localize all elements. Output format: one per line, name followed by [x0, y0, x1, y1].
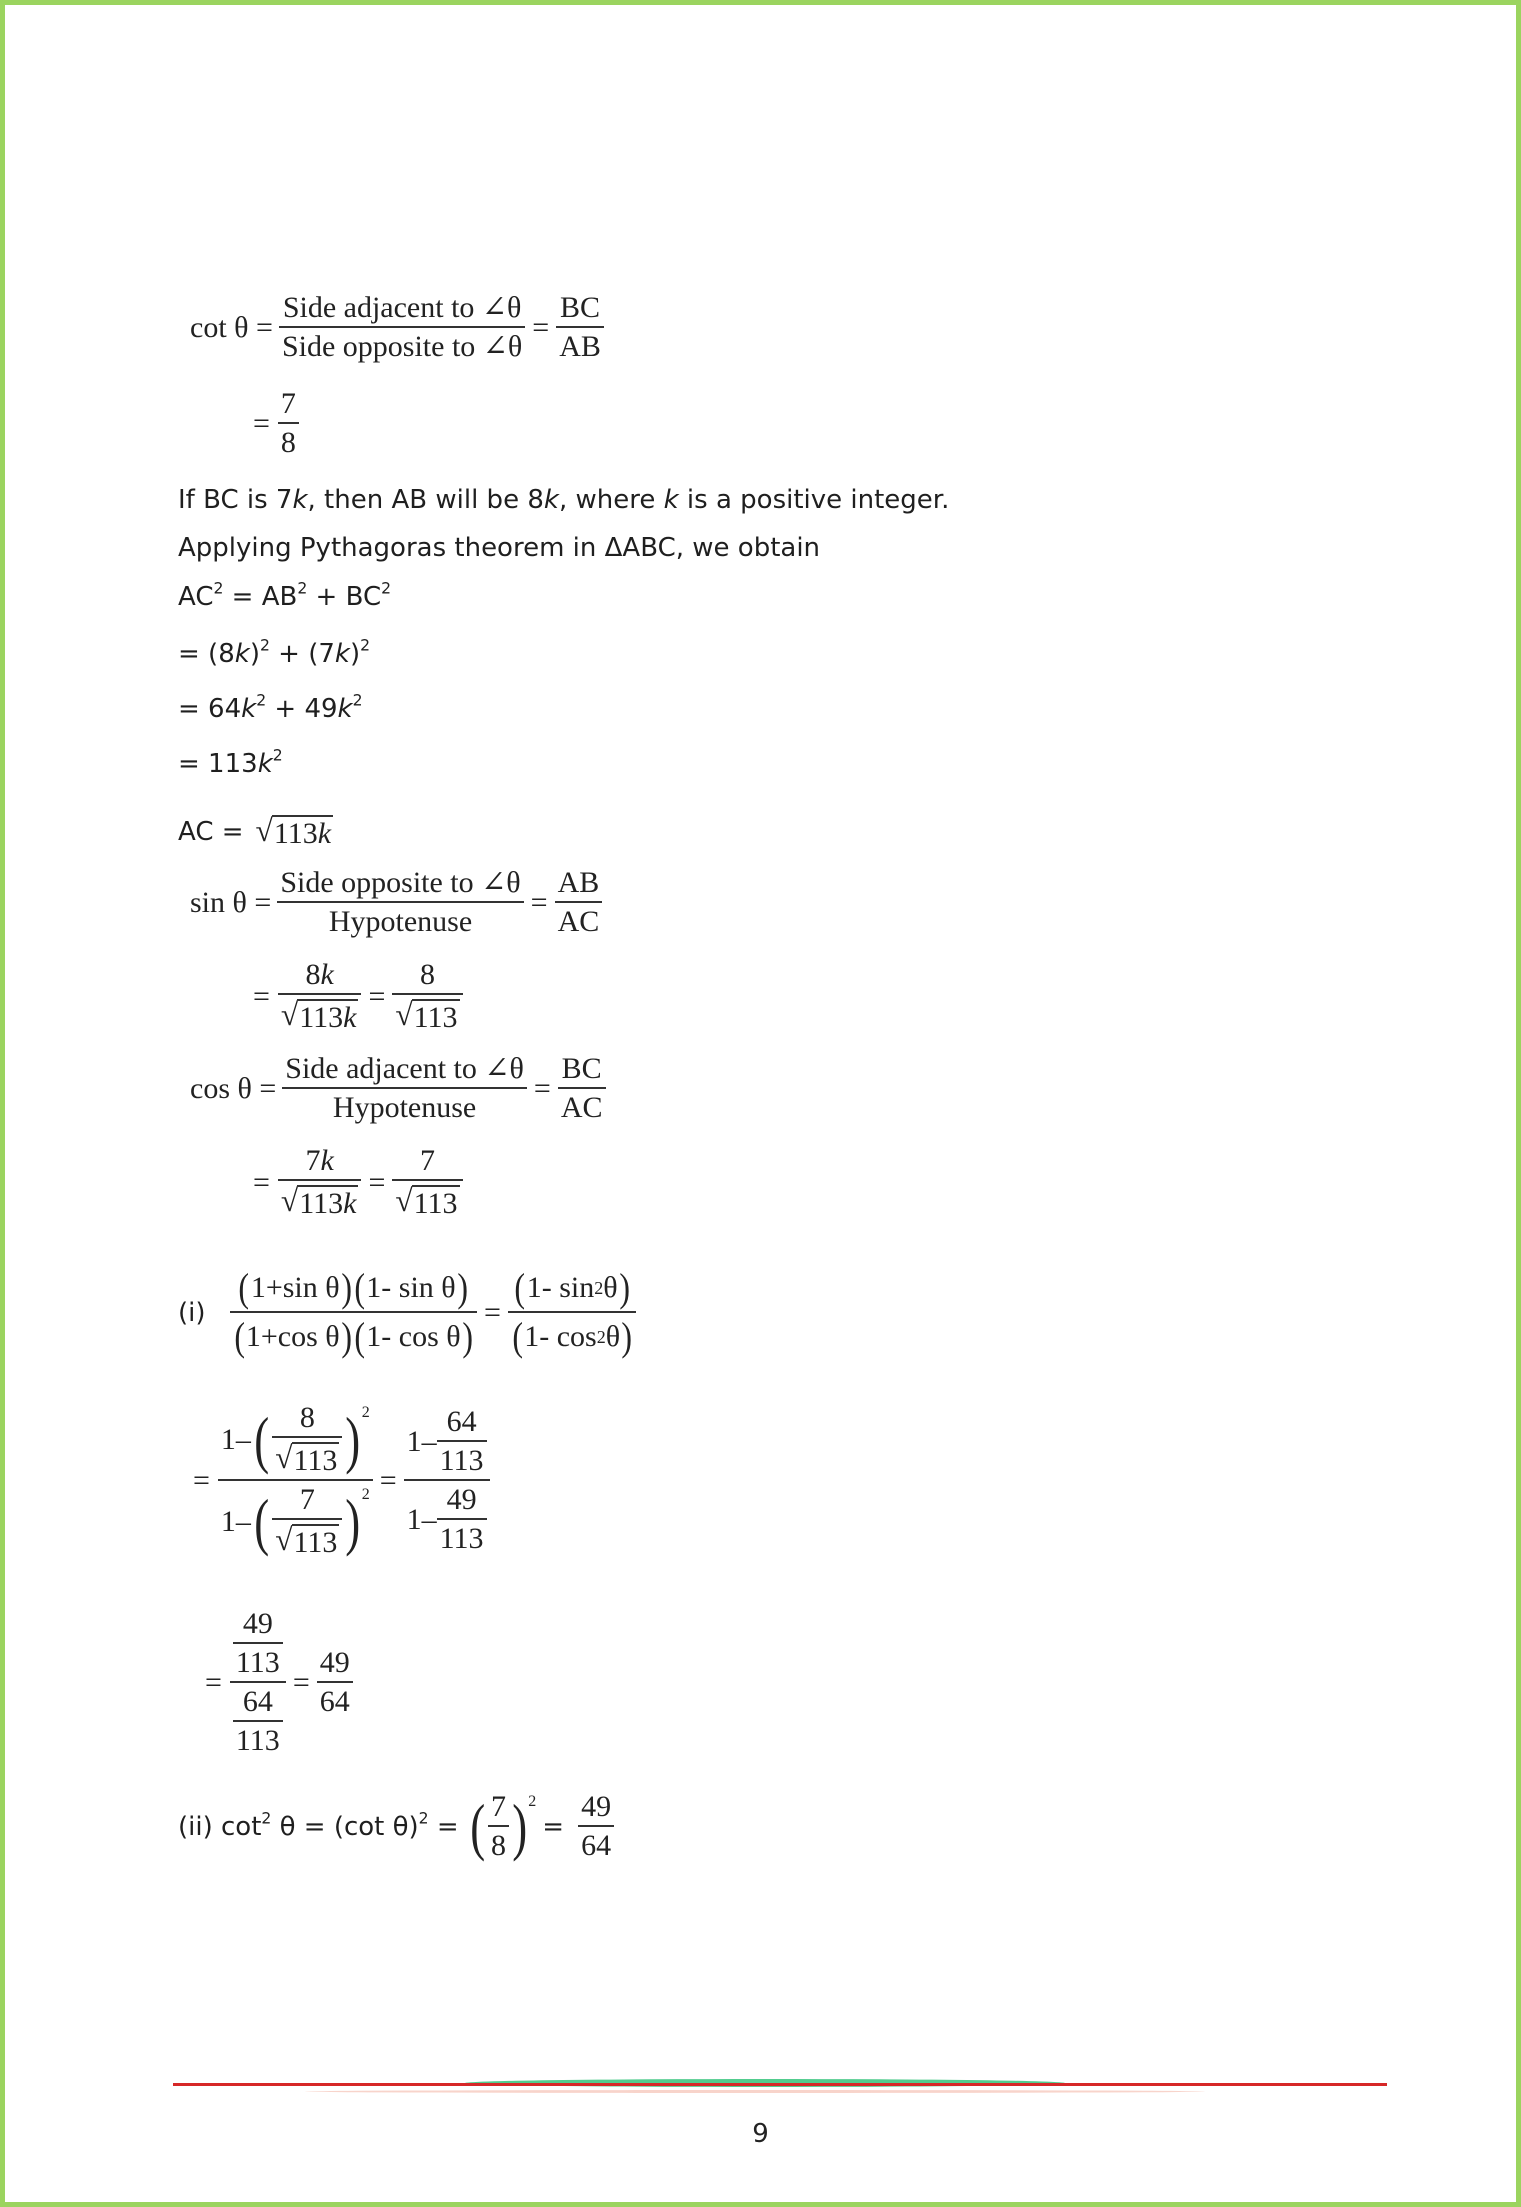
sqrt-113k	[281, 1185, 359, 1219]
text-seg: )	[349, 639, 361, 669]
cot-value-den: 8	[278, 422, 299, 458]
cos-side-fraction	[282, 1054, 527, 1123]
text-seg: + BC	[307, 582, 382, 612]
cot-side-den: Side opposite to ∠θ	[279, 326, 525, 362]
text-seg: 1	[406, 1502, 422, 1536]
left-paren: (	[254, 1485, 270, 1557]
radical-sign: √	[395, 1183, 413, 1218]
text-seg: 1- sin θ	[366, 1271, 456, 1304]
fraction-num	[218, 1403, 373, 1479]
sqrt-113	[275, 1524, 339, 1558]
radical-sign: √	[395, 997, 413, 1032]
part-i-nested-fraction	[230, 1609, 286, 1756]
fraction-den	[278, 993, 362, 1033]
part-i-math	[230, 1265, 637, 1359]
part-ii-text	[178, 1808, 459, 1842]
cot-value-num: 7	[280, 387, 296, 420]
text-k: k	[334, 639, 350, 669]
cos-definition	[190, 1054, 606, 1123]
text-seg: , then AB will be 8	[307, 485, 544, 515]
part-i-step-1	[193, 1403, 490, 1558]
fraction-den	[272, 1518, 342, 1558]
sin-side-fraction	[277, 868, 523, 937]
superscript: 2	[261, 1808, 272, 1827]
ac-root-line	[178, 815, 333, 849]
fraction-num: 49	[242, 1607, 273, 1640]
fraction-num	[230, 1609, 286, 1681]
superscript: 2	[259, 636, 270, 655]
text-seg: 1	[406, 1424, 422, 1458]
text-seg: 113	[299, 1001, 344, 1034]
cos-side-den: Hypotenuse	[282, 1087, 527, 1123]
sin-ratio-den: AC	[555, 901, 603, 937]
inner-fraction	[437, 1485, 487, 1554]
cos-ratio-num: BC	[561, 1052, 602, 1085]
fraction-num	[303, 1146, 337, 1179]
fraction-den: ( 1- cos 2 θ )	[508, 1311, 637, 1357]
cos-ratio-fraction	[558, 1054, 606, 1123]
text-k: k	[292, 485, 308, 515]
text-k: k	[343, 1187, 357, 1220]
text-k: k	[343, 1001, 357, 1034]
part-i-step-2	[205, 1609, 353, 1756]
eq-sign: =	[253, 1165, 270, 1199]
fraction-den: 113	[437, 1518, 487, 1554]
text-seg: θ = (cot θ)	[271, 1811, 419, 1842]
text-seg: is a positive integer.	[678, 485, 950, 515]
fraction-den	[392, 1179, 462, 1219]
right-paren: )	[512, 1790, 528, 1862]
fraction-num: ( 1+sin θ ) ( 1- sin θ )	[238, 1265, 468, 1310]
text-seg: θ	[603, 1271, 618, 1304]
eq-sign: =	[368, 1165, 386, 1199]
eq-sign: =	[193, 1463, 210, 1497]
text-seg: 113	[299, 1187, 344, 1220]
eq-sign: =	[379, 1463, 397, 1497]
eq-sign: =	[368, 979, 386, 1013]
fraction-den: 113	[233, 1642, 283, 1678]
cos-ratio-den: AC	[558, 1087, 606, 1123]
radical-sign: √	[255, 813, 273, 848]
cot-side-num: Side adjacent to ∠θ	[282, 291, 522, 324]
part-i-label: (i)	[178, 1297, 206, 1328]
cos-lhs: cos θ =	[190, 1071, 277, 1105]
radical-sign: √	[275, 1522, 293, 1557]
text-k: k	[543, 485, 559, 515]
minus-sign: –	[421, 1424, 437, 1458]
cot-lhs: cot θ =	[190, 310, 273, 344]
radical-sign: √	[275, 1440, 293, 1475]
cot-value	[253, 389, 299, 458]
superscript: 2	[352, 691, 363, 710]
fraction-num: 8	[299, 1401, 315, 1434]
right-paren: )	[345, 1403, 361, 1475]
cos-value-fraction-2	[392, 1146, 462, 1219]
inner-fraction	[437, 1407, 487, 1476]
fraction-num	[404, 1407, 490, 1479]
fraction-num	[303, 960, 337, 993]
text-seg: )	[249, 639, 260, 669]
sin-lhs: sin θ =	[190, 885, 272, 919]
fraction-den	[278, 1179, 362, 1219]
radicand	[297, 999, 358, 1033]
fraction-num: ( 1- sin 2 θ )	[514, 1265, 630, 1310]
sqrt-113	[395, 1185, 459, 1219]
fraction-num: 64	[242, 1685, 273, 1718]
eq-sign: =	[253, 979, 270, 1013]
pyth-line-3	[178, 691, 363, 724]
fraction-num: 64	[446, 1405, 477, 1438]
fraction-num: 49	[446, 1483, 477, 1516]
superscript: 2	[256, 691, 267, 710]
text-seg: 1- cos θ	[366, 1320, 461, 1353]
fraction-den	[230, 1681, 286, 1756]
part-i-simplified-fraction	[404, 1407, 490, 1554]
superscript: 2	[381, 579, 392, 598]
cot-side-fraction	[279, 293, 525, 362]
eq-sign: =	[205, 1665, 222, 1699]
text-seg: AC	[178, 582, 214, 612]
ac-label: AC =	[178, 817, 244, 847]
superscript: 2	[528, 1793, 537, 1810]
text-seg: = AB	[223, 582, 298, 612]
superscript: 2	[360, 636, 371, 655]
cos-value-fraction-1	[278, 1146, 362, 1219]
pyth-line-4	[178, 746, 283, 779]
eq-sign: =	[533, 1071, 551, 1105]
fraction-num: 49	[581, 1790, 612, 1823]
fraction-num: 49	[319, 1646, 350, 1679]
right-paren: )	[345, 1485, 361, 1557]
superscript: 2	[272, 746, 283, 765]
fraction-den	[218, 1479, 373, 1558]
fraction-num: 7	[299, 1483, 315, 1516]
sin-value-fraction-2	[392, 960, 462, 1033]
pyth-line-1	[178, 579, 392, 612]
superscript: 2	[361, 1486, 370, 1503]
fraction-den: 64	[578, 1825, 614, 1861]
text-seg: 8	[305, 958, 321, 991]
fraction-den: 113	[233, 1720, 283, 1756]
text-seg: 1- sin	[526, 1271, 595, 1304]
fraction-den	[272, 1436, 342, 1476]
text-line-1	[178, 487, 949, 513]
radicand	[272, 815, 333, 849]
text-k: k	[317, 817, 332, 850]
inner-fraction	[272, 1403, 342, 1476]
cot-definition	[190, 293, 604, 362]
text-k: k	[234, 639, 250, 669]
sin-ratio-fraction	[555, 868, 603, 937]
part-ii-result-fraction	[578, 1792, 614, 1861]
text-seg: 7	[305, 1144, 321, 1177]
text-seg: If BC is 7	[178, 485, 293, 515]
fraction-den	[392, 993, 462, 1033]
superscript: 2	[361, 1404, 370, 1421]
text-seg: =	[428, 1811, 459, 1842]
text-seg: 113	[273, 817, 318, 850]
sin-value-fraction-1	[278, 960, 362, 1033]
text-seg: + (7	[269, 639, 335, 669]
footer-rule	[173, 2083, 1387, 2086]
fraction-num: 7	[490, 1790, 506, 1823]
text-k: k	[663, 485, 679, 515]
minus-sign: –	[235, 1422, 251, 1456]
inner-fraction	[233, 1609, 283, 1678]
part-i-big-fraction	[218, 1403, 373, 1558]
text-seg: θ	[605, 1320, 621, 1353]
cos-value	[253, 1146, 463, 1219]
superscript: 2	[213, 579, 224, 598]
part-i-result-fraction	[317, 1648, 353, 1717]
minus-sign: –	[235, 1504, 251, 1538]
cot-ratio-num: BC	[560, 291, 601, 324]
left-paren: (	[254, 1403, 270, 1475]
eq-sign: =	[292, 1665, 310, 1699]
fraction-den: 64	[317, 1681, 353, 1717]
inner-fraction	[488, 1792, 509, 1861]
part-i-lhs-fraction	[230, 1265, 477, 1359]
part-i-expression	[178, 1265, 636, 1359]
sqrt-113k	[256, 815, 334, 849]
paren-group	[251, 1403, 370, 1476]
text-seg: 1+cos θ	[245, 1320, 340, 1353]
left-paren: (	[469, 1790, 485, 1862]
text-seg: (ii) cot	[178, 1811, 262, 1842]
eq-sign: =	[532, 310, 550, 344]
sin-ratio-num: AB	[557, 866, 600, 899]
sqrt-113	[275, 1442, 339, 1476]
text-seg: = 64	[178, 694, 242, 724]
fraction-den: 8	[488, 1825, 509, 1861]
sin-definition	[190, 868, 602, 937]
radicand: 113	[293, 1526, 338, 1559]
text-seg: = 113	[178, 749, 258, 779]
fraction-den: 113	[437, 1440, 487, 1476]
cos-side-num: Side adjacent to ∠θ	[285, 1052, 524, 1085]
pyth-line-2	[178, 636, 371, 669]
inner-fraction	[272, 1485, 342, 1558]
footer-rule-glow	[305, 2090, 1205, 2093]
fraction-den	[404, 1479, 490, 1554]
text-seg: 1+sin θ	[250, 1271, 340, 1304]
radicand: 113	[293, 1444, 338, 1477]
page-number: 9	[752, 2119, 769, 2149]
radicand: 113	[413, 1187, 458, 1220]
text-k: k	[337, 694, 353, 724]
fraction-num: 7	[419, 1144, 435, 1177]
radical-sign: √	[280, 1183, 299, 1218]
text-seg: = (8	[178, 639, 235, 669]
radical-sign: √	[280, 997, 299, 1032]
text-seg: 1	[220, 1422, 236, 1456]
sqrt-113k	[281, 999, 359, 1033]
paren-group	[251, 1485, 370, 1558]
eq-sign: =	[483, 1295, 501, 1329]
eq-sign: =	[542, 1811, 565, 1842]
radicand: 113	[413, 1001, 458, 1034]
superscript: 2	[418, 1808, 429, 1827]
text-k: k	[257, 749, 273, 779]
sin-side-den: Hypotenuse	[277, 901, 523, 937]
text-k: k	[320, 1144, 334, 1177]
part-ii-expression	[178, 1792, 614, 1861]
text-seg: + 49	[266, 694, 338, 724]
sin-value	[253, 960, 463, 1033]
text-seg: 1- cos	[524, 1320, 597, 1353]
sqrt-113	[395, 999, 459, 1033]
text-seg: 1	[220, 1504, 236, 1538]
fraction-den: ( 1+cos θ ) ( 1- cos θ )	[230, 1311, 477, 1357]
cot-value-fraction	[278, 389, 299, 458]
cot-ratio-fraction	[556, 293, 604, 362]
sin-side-num: Side opposite to ∠θ	[280, 866, 521, 899]
text-seg: , where	[558, 485, 664, 515]
part-i-rhs-fraction	[508, 1265, 637, 1359]
fraction-num: 8	[419, 958, 435, 991]
superscript: 2	[297, 579, 308, 598]
part-ii-paren-group	[467, 1792, 537, 1861]
eq-sign: =	[530, 885, 548, 919]
cot-ratio-den: AB	[556, 326, 604, 362]
inner-fraction	[233, 1687, 283, 1756]
text-k: k	[320, 958, 334, 991]
text-k: k	[241, 694, 257, 724]
radicand	[297, 1185, 358, 1219]
text-line-2: Applying Pythagoras theorem in ΔABC, we obtain	[178, 533, 821, 563]
minus-sign: –	[421, 1502, 437, 1536]
eq-sign: =	[253, 406, 270, 440]
